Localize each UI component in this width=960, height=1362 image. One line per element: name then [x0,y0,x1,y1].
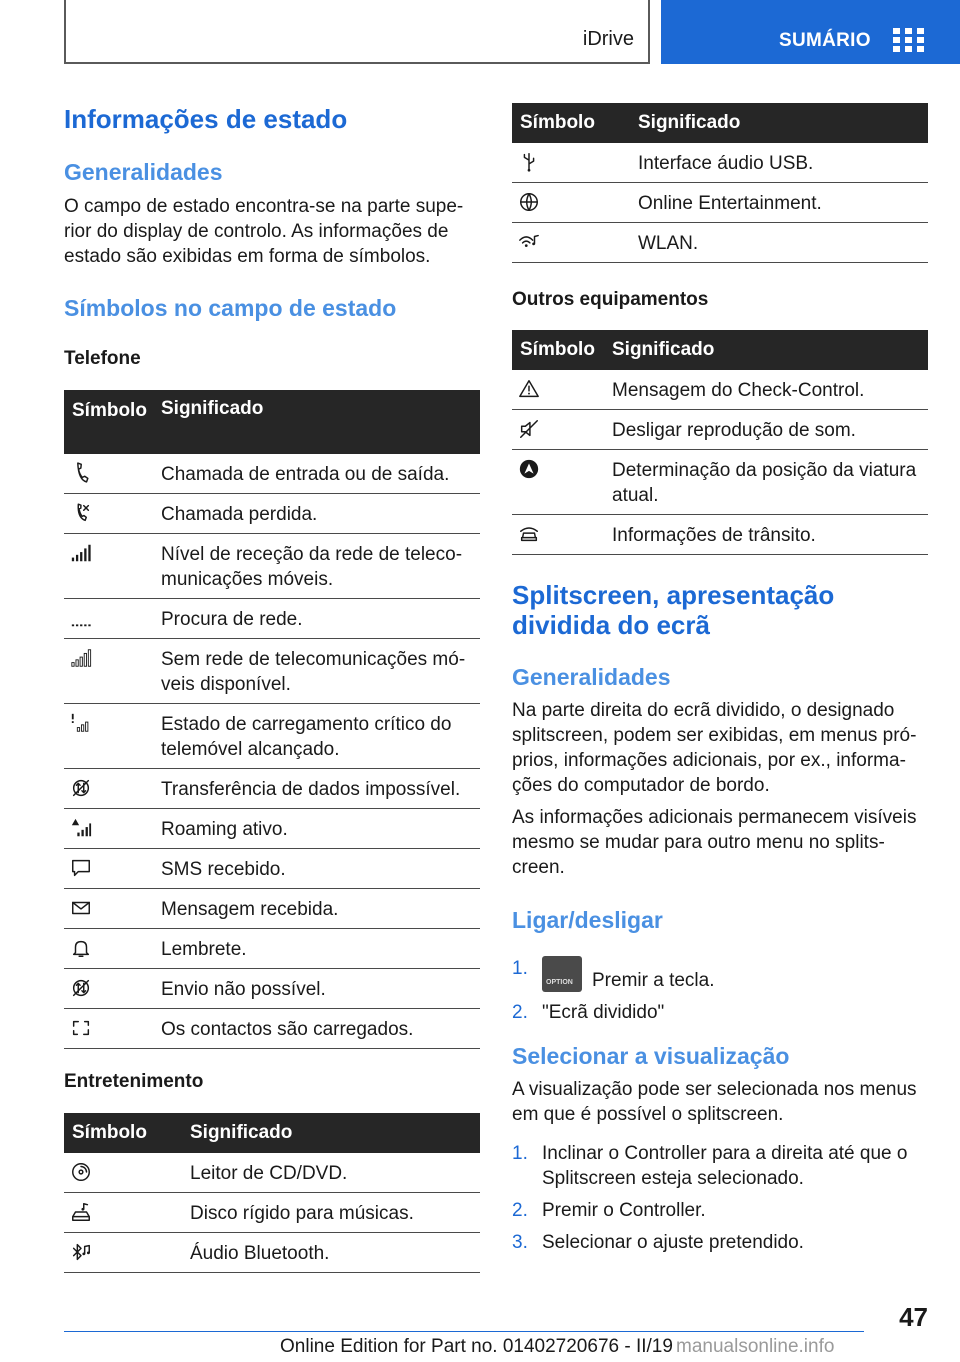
table-row [512,143,928,183]
table-row [512,370,928,410]
section-heading-general: Generalidades [64,159,223,185]
wlan-icon [518,231,540,253]
col-symbol-header: Símbolo [64,1113,182,1153]
missed-call-icon [70,502,92,524]
bluetooth-audio-icon [70,1241,92,1263]
select-view-paragraph: A visualização pode ser selecionada nos menus em que é possível o splitscreen. [512,1079,917,1125]
step-number: 1. [512,1143,528,1164]
table-row [512,515,928,555]
sms-icon [70,857,92,879]
symbol-meaning: SMS recebido. [153,849,480,889]
list-item [512,1198,928,1223]
signal-strength-icon [70,542,92,564]
send-blocked-icon [70,977,92,999]
table-row [64,889,480,929]
symbol-meaning: Procura de rede. [153,599,480,639]
subheading-phone: Telefone [64,348,141,369]
symbol-meaning: Envio não possível. [153,969,480,1009]
footer-divider [64,1331,864,1332]
symbol-meaning: Mensagem do Check-Control. [604,370,928,410]
col-meaning-header: Significado [153,390,480,454]
splitscreen-title: Splitscreen, apresentação dividida do ecrã [512,580,835,640]
symbol-meaning: Online Entertainment. [630,183,928,223]
warning-icon [518,378,540,400]
list-item [512,1000,928,1025]
table-row [64,534,480,599]
data-blocked-icon [70,777,92,799]
symbol-meaning: Nível de receção da rede de telecomunicações móveis. [153,534,480,599]
table-row [512,450,928,515]
table-row [64,929,480,969]
other-equipment-symbols-table [512,330,928,555]
symbol-meaning: Desligar reprodução de som. [604,410,928,450]
col-meaning-header: Significado [604,330,928,370]
header-bar [64,0,650,64]
symbol-meaning: Chamada de entrada ou de saída. [153,454,480,494]
symbol-meaning: Roaming ativo. [153,809,480,849]
select-view-heading: Selecionar a visualização [512,1043,790,1069]
general-paragraph: O campo de estado encontra-se na parte superior do display de controlo. As informações de estado são exibidas em forma de símbolos. [64,196,464,267]
summary-button[interactable] [661,0,960,64]
table-row [64,1193,480,1233]
onoff-steps [512,956,928,1032]
symbol-meaning: Estado de carregamento crítico do telemóvel alcançado. [153,704,480,769]
step-text: Inclinar o Controller para a direita até que o Splitscreen esteja selecionado. [542,1143,908,1189]
table-row [64,809,480,849]
symbol-meaning: Leitor de CD/DVD. [182,1153,480,1193]
table-row [512,223,928,263]
online-entertainment-icon [518,191,540,213]
step-text: Premir a tecla. [592,970,715,991]
table-row [64,1009,480,1049]
traffic-icon [518,523,540,545]
step-text: Selecionar o ajuste pretendido. [542,1232,804,1253]
battery-critical-icon [70,712,92,734]
symbol-meaning: Áudio Bluetooth. [182,1233,480,1273]
cd-dvd-icon [70,1161,92,1183]
page-number: 47 [899,1302,928,1332]
phone-symbols-table [64,390,480,1049]
roaming-icon [70,817,92,839]
col-meaning-header: Significado [630,103,928,143]
network-search-icon [70,607,92,629]
select-view-steps [512,1141,928,1262]
usb-icon [518,151,540,173]
table-row [64,494,480,534]
table-row [64,704,480,769]
table-row [64,769,480,809]
contacts-load-icon [70,1017,92,1039]
symbol-meaning: Transferência de dados impossível. [153,769,480,809]
position-icon [518,458,540,480]
table-row [64,599,480,639]
watermark-text: manualsonline.info [676,1336,835,1357]
subheading-entertainment: Entretenimento [64,1071,204,1092]
col-meaning-header: Significado [182,1113,480,1153]
step-number: 3. [512,1232,528,1253]
symbol-meaning: Lembrete. [153,929,480,969]
symbol-meaning: Interface áudio USB. [630,143,928,183]
col-symbol-header: Símbolo [64,390,153,454]
mail-icon [70,897,92,919]
symbol-meaning: Mensagem recebida. [153,889,480,929]
table-row [64,454,480,494]
splitscreen-paragraph-1: Na parte direita do ecrã dividido, o designado splitscreen, podem ser exibidas, em menus próprios, informações adicionais, por ex., informações do computador de bordo. [512,700,917,796]
splitscreen-paragraph-2: As informações adicionais permanecem visíveis mesmo se mudar para outro menu no splitscreen. [512,807,917,878]
step-text: Premir o Controller. [542,1200,706,1221]
col-symbol-header: Símbolo [512,330,604,370]
symbol-meaning: Os contactos são carregados. [153,1009,480,1049]
symbol-meaning: Sem rede de telecomunicações móveis disponível. [153,639,480,704]
symbol-meaning: Disco rígido para músicas. [182,1193,480,1233]
onoff-heading: Ligar/desligar [512,907,663,933]
symbol-meaning: Informações de trânsito. [604,515,928,555]
entertainment-symbols-table [64,1113,480,1273]
hard-disk-icon [70,1201,92,1223]
table-row [64,1153,480,1193]
symbol-meaning: Chamada perdida. [153,494,480,534]
page-title: Informações de estado [64,104,348,134]
summary-label: SUMÁRIO [779,30,871,51]
list-item [512,1141,928,1191]
no-network-icon [70,647,92,669]
table-row [512,183,928,223]
table-row [64,849,480,889]
section-heading-symbols: Símbolos no campo de estado [64,295,397,321]
table-row [64,1233,480,1273]
col-symbol-header: Símbolo [512,103,630,143]
table-row [512,410,928,450]
section-title: iDrive [582,28,634,50]
table-row [64,969,480,1009]
symbol-meaning: Determinação da posição da viatura atual. [604,450,928,515]
step-number: 2. [512,1002,528,1023]
symbol-meaning: WLAN. [630,223,928,263]
subheading-other-equipment: Outros equipamentos [512,289,709,310]
step-number: 2. [512,1200,528,1221]
step-text: "Ecrã dividido" [542,1002,665,1023]
entertainment-symbols-table-continued [512,103,928,263]
mute-icon [518,418,540,440]
splitscreen-general-heading: Generalidades [512,664,671,690]
option-key-icon: OPTION [542,956,582,992]
list-item [512,1230,928,1255]
grid-icon [893,28,925,52]
step-number: 1. [512,958,528,979]
table-row [64,639,480,704]
edition-text: Online Edition for Part no. 01402720676 - II/19 [280,1336,673,1357]
bell-icon [70,937,92,959]
phone-call-icon [70,462,92,484]
list-item [512,956,928,993]
